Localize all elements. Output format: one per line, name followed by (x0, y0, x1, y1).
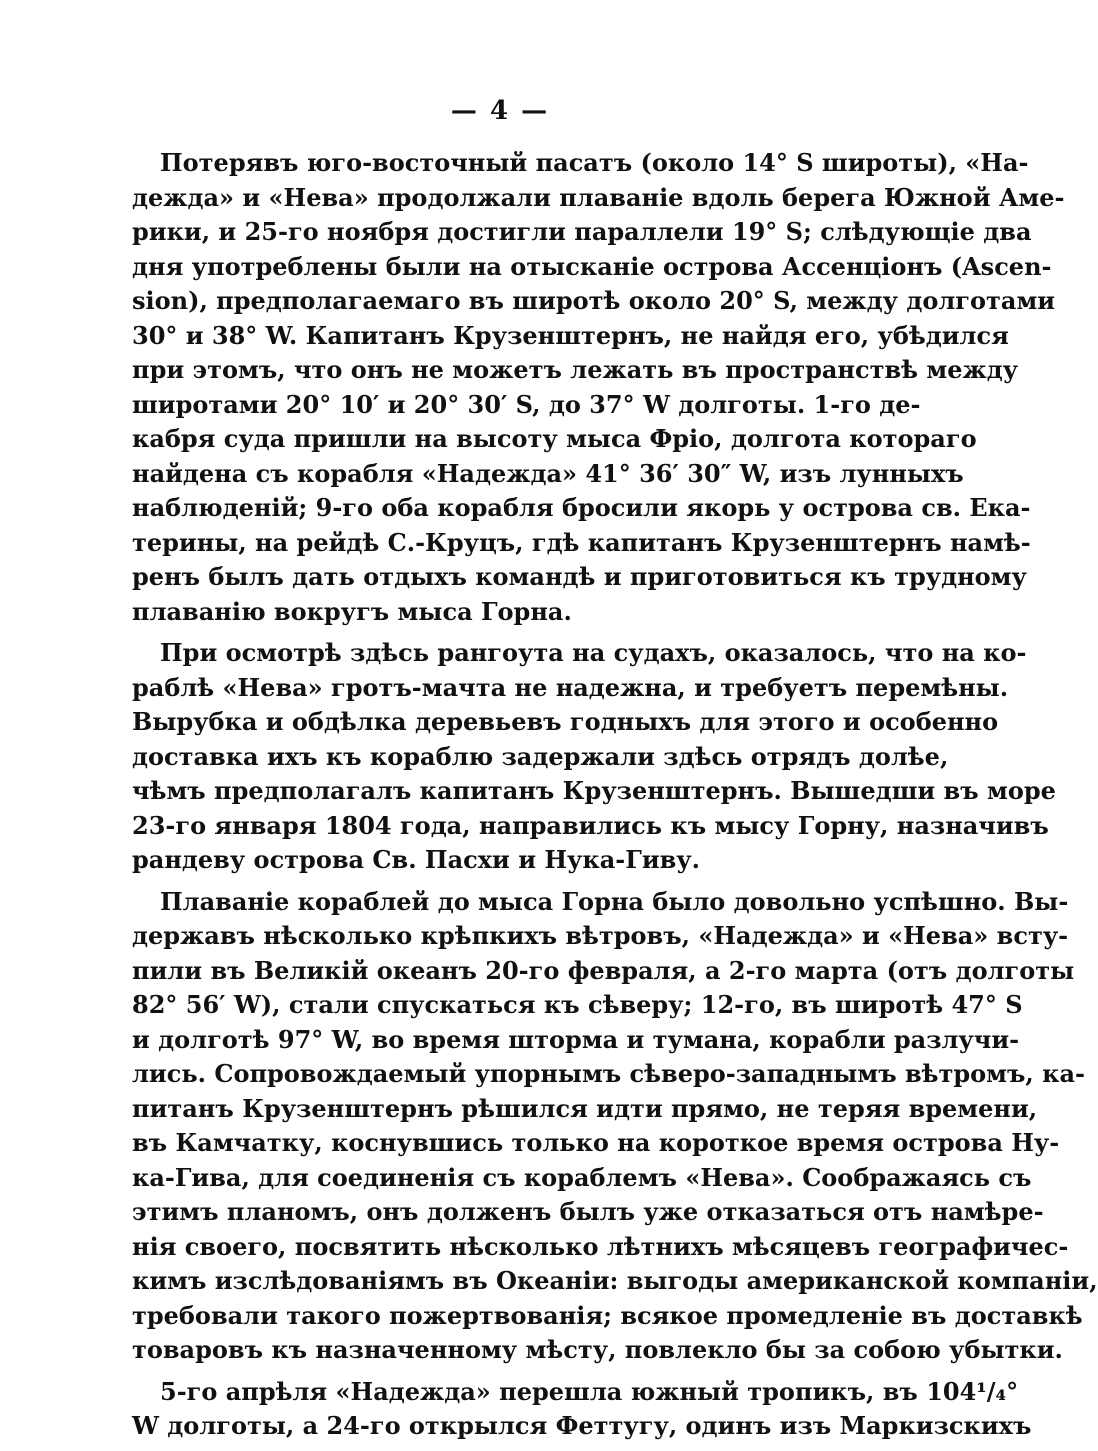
paragraph (132, 885, 1098, 1368)
text-line: 30° и 38° W. Капитанъ Крузенштернъ, не найдя его, убѣдился (132, 320, 1009, 350)
text-line: доставка ихъ къ кораблю задержали здѣсь отрядъ долѣе, (132, 741, 949, 771)
text-line: Вырубка и обдѣлка деревьевъ годныхъ для этого и особенно (132, 707, 999, 736)
text-line: въ Камчатку, коснувшись только на короткое время острова Ну- (132, 1128, 1060, 1157)
paragraph (132, 1375, 1032, 1444)
text-line: пили въ Великій океанъ 20-го февраля, а 2-го марта (отъ долготы (132, 955, 1075, 985)
text-line: кабря суда пришли на высоту мыса Фріо, долгота котораго (132, 424, 977, 453)
text-line: наблюденій; 9-го оба корабля бросили якорь у острова св. Ека- (132, 493, 1031, 522)
page-number: — 4 — (450, 96, 550, 126)
text-line: широтами 20° 10′ и 20° 30′ S, до 37° W долготы. 1-го де- (132, 389, 921, 419)
text-line: терины, на рейдѣ С.-Круцъ, гдѣ капитанъ Крузенштернъ намѣ- (132, 527, 1031, 557)
text-line: sion), предполагаемаго въ широтѣ около 20° S, между долготами (132, 286, 1056, 315)
text-line: лись. Сопровождаемый упорнымъ сѣверо-западнымъ вѣтромъ, ка- (132, 1059, 1085, 1088)
text-line: 82° 56′ W), стали спускаться къ сѣверу; 12-го, въ широтѣ 47° S (132, 990, 1023, 1019)
text-line: ка-Гива, для соединенія съ кораблемъ «Нева». Соображаясь съ (132, 1162, 1032, 1192)
text-line: товаровъ къ назначенному мѣсту, повлекло бы за собою убытки. (132, 1335, 1063, 1364)
text-line: дежда» и «Нева» продолжали плаваніе вдоль берега Южной Аме- (132, 182, 1065, 212)
text-line: дня употреблены были на отысканіе острова Ассенціонъ (Ascen- (132, 251, 1052, 281)
text-line: Потерявъ юго-восточный пасатъ (около 14° S широты), «На- (160, 148, 1029, 177)
text-line: W долготы, а 24-го открылся Феттугу, одинъ изъ Маркизскихъ (132, 1411, 1032, 1440)
text-line: державъ нѣсколько крѣпкихъ вѣтровъ, «Надежда» и «Нева» всту- (132, 921, 1069, 950)
text-line: рики, и 25-го ноября достигли параллели 19° S; слѣдующіе два (132, 217, 1032, 246)
paragraph (132, 636, 1056, 878)
text-line: чѣмъ предполагалъ капитанъ Крузенштернъ. Вышедши въ море (132, 776, 1056, 805)
text-line: кимъ изслѣдованіямъ въ Океаніи: выгоды американской компаніи, (132, 1266, 1098, 1295)
text-line: Плаваніе кораблей до мыса Горна было довольно успѣшно. Вы- (160, 886, 1069, 916)
text-line: этимъ планомъ, онъ долженъ былъ уже отказаться отъ намѣре- (132, 1197, 1044, 1226)
text-line: нія своего, посвятить нѣсколько лѣтнихъ мѣсяцевъ географичес- (132, 1231, 1069, 1261)
text-line: При осмотрѣ здѣсь рангоута на судахъ, оказалось, что на ко- (160, 638, 1027, 667)
text-line: требовали такого пожертвованія; всякое промедленіе въ доставкѣ (132, 1300, 1083, 1330)
text-line: найдена съ корабля «Надежда» 41° 36′ 30″ W, изъ лунныхъ (132, 458, 964, 488)
text-line: плаванію вокругъ мыса Горна. (132, 596, 572, 626)
text-line: питанъ Крузенштернъ рѣшился идти прямо, не теряя времени, (132, 1093, 1038, 1123)
paragraph (132, 146, 1065, 629)
text-line: и долготѣ 97° W, во время шторма и тумана, корабли разлучи- (132, 1024, 1020, 1054)
text-body (132, 146, 1098, 1451)
text-line: раблѣ «Нева» гротъ-мачта не надежна, и требуетъ перемѣны. (132, 672, 1009, 702)
text-line: рандеву острова Св. Пасхи и Нука-Гиву. (132, 845, 701, 874)
text-line: ренъ былъ дать отдыхъ командѣ и приготовиться къ трудному (132, 562, 1027, 591)
text-line: при этомъ, что онъ не можетъ лежать въ пространствѣ между (132, 355, 1019, 384)
text-line: 5-го апрѣля «Надежда» перешла южный тропикъ, въ 104¹/₄° (160, 1376, 1019, 1406)
text-line: 23-го января 1804 года, направились къ мысу Горну, назначивъ (132, 810, 1049, 840)
